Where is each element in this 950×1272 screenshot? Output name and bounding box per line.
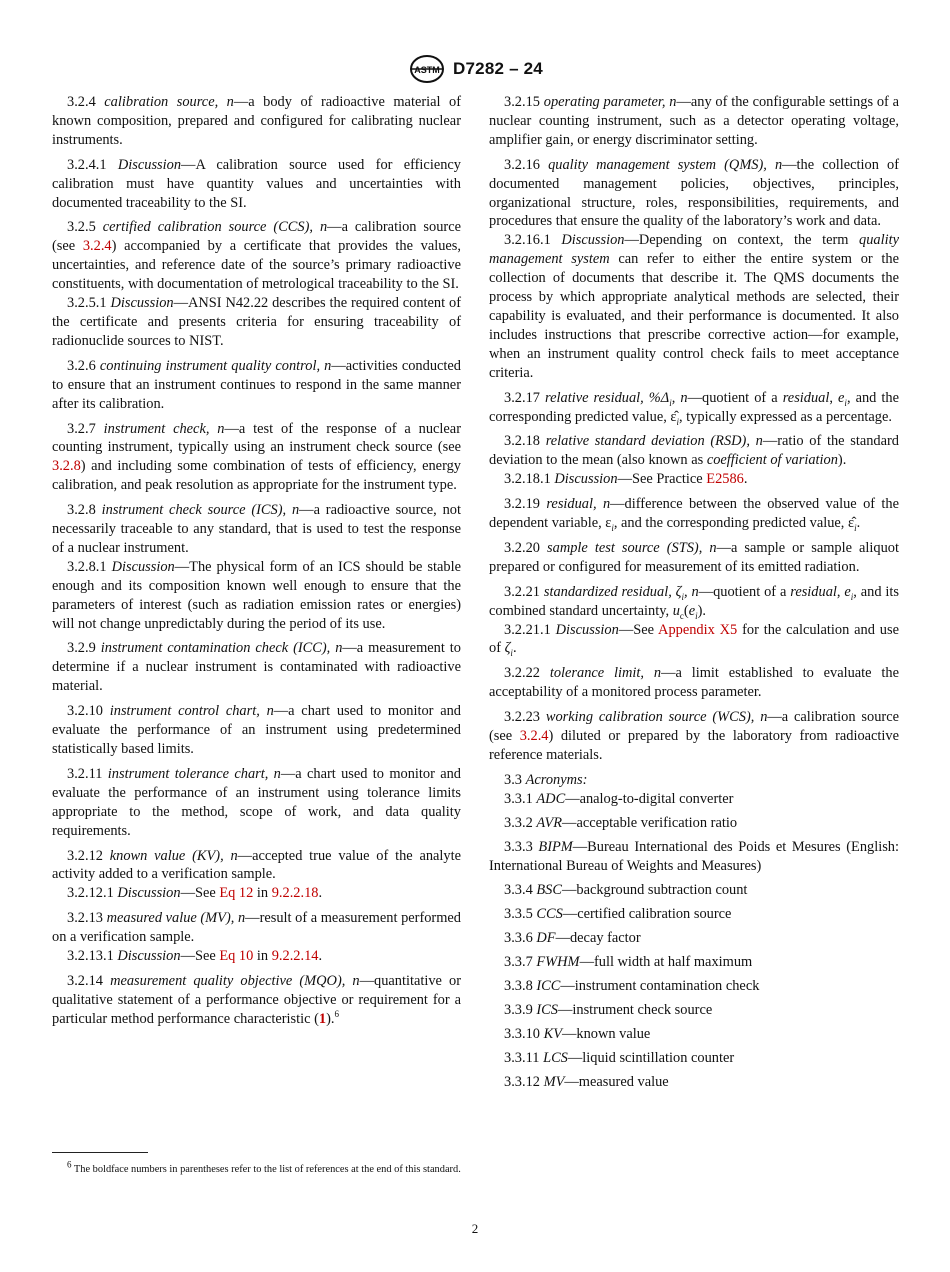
discussion-3-2-8-1: 3.2.8.1 Discussion—The physical form of an ICS should be stable enough and its composition known well enough to ensure that the parameters of interest (such as radiation emission rates or energies) will not change unpredictably during the period of its use. [52,558,461,632]
definition-3-2-21: 3.2.21 standardized residual, $\zeta_i$, n—quotient of a residual, $e_i$, and its combined standard uncertainty, $u_c(e_i)$. [489,583,900,621]
link-3-2-4-wcs[interactable]: 3.2.4 [519,728,549,745]
footnote: $^6$ The boldface numbers in parentheses refer to the list of references at the end of this standard. [67,1159,461,1175]
definition-3-2-20: 3.2.20 sample test source (STS), n—a sample or sample aliquot prepared or configured for measurement of its emitted radiation. [489,539,899,575]
page-number: 2 [471,1221,479,1236]
definition-3-2-8: 3.2.8 instrument check source (ICS), n—a radioactive source, not necessarily traceable to any standard, that is used to test the response of a nuclear instrument. [52,502,461,556]
acronym-item: 3.3.5 CCS—certified calibration source [504,906,732,923]
footnote-divider [52,1152,148,1153]
definition-3-2-23: 3.2.23 working calibration source (WCS), n—a calibration source (see 3.2.4) diluted or prepared by the laboratory from radioactive reference materials. [489,709,899,763]
link-3-2-8[interactable]: 3.2.8 [52,458,81,475]
link-3-2-4[interactable]: 3.2.4 [82,238,112,255]
definition-3-2-7: 3.2.7 instrument check, n—a test of the response of a nuclear counting instrument, typically using an instrument check source (see 3.2.8) and including some combination of tests of efficiency, energy calibration, and peak resolution as appropriate for the instrument type. [52,420,461,494]
definition-3-2-14: 3.2.14 measurement quality objective (MQO), n—quantitative or qualitative statement of a performance objective or requirement for a particular method performance characteristic (1).$^6$ [52,972,461,1027]
definition-3-2-9: 3.2.9 instrument contamination check (ICC), n—a measurement to determine if a nuclear instrument is contaminated with radioactive material. [52,640,461,695]
definition-3-2-16: 3.2.16 quality management system (QMS), n—the collection of documented management policies, objectives, principles, organizational structure, roles, responsibilities, requirements, and procedures that ensure the quality of the laboratory’s work and data. [489,156,899,230]
definition-3-2-10: 3.2.10 instrument control chart, n—a chart used to monitor and evaluate the performance of an instrument using predetermined statistically based limits. [52,703,461,757]
link-reference-1[interactable]: 1 [318,1010,327,1027]
astm-logo-icon [407,54,447,84]
definition-3-2-6: 3.2.6 continuing instrument quality control, n—activities conducted to ensure that an instrument continues to respond in the same manner after its calibration. [52,357,461,412]
definition-3-2-11: 3.2.11 instrument tolerance chart, n—a chart used to monitor and evaluate the performance of an instrument using tolerance limits appropriate to the method, scope of work, and data quality requirements. [52,765,461,839]
discussion-3-2-18-1: 3.2.18.1 Discussion—See Practice E2586. [504,471,748,488]
definition-3-2-13: 3.2.13 measured value (MV), n—result of a measurement performed on a verification sample. [52,910,461,946]
discussion-3-2-13-1: 3.2.13.1 Discussion—See Eq 10 in 9.2.2.14. [67,948,323,965]
right-column [489,93,899,1097]
acronym-item: 3.3.7 FWHM—full width at half maximum [504,954,753,971]
link-e2586[interactable]: E2586 [706,471,744,488]
discussion-3-2-4-1: 3.2.4.1 Discussion—A calibration source used for efficiency calibration must have quantity values and uncertainties with documented traceability to the SI. [52,156,461,211]
definition-3-2-15: 3.2.15 operating parameter, n—any of the configurable settings of a nuclear counting instrument, such as a detector operating voltage, amplifier gain, or energy discriminator setting. [489,94,899,148]
link-9-2-2-14[interactable]: 9.2.2.14 [271,948,319,965]
footnote-marker: 6 [334,1008,339,1019]
acronym-item: 3.3.8 ICC—instrument contamination check [504,978,760,995]
discussion-3-2-5-1: 3.2.5.1 Discussion—ANSI N42.22 describes the required content of the certificate and presents criteria for ensuring traceability of radionuclide sources to NIST. [52,295,461,349]
link-9-2-2-18[interactable]: 9.2.2.18 [271,885,319,902]
acronym-item: 3.3.6 DF—decay factor [504,930,641,947]
link-eq-12[interactable]: Eq 12 [219,885,254,902]
acronym-list [489,790,899,1092]
acronym-item: 3.3.11 LCS—liquid scintillation counter [504,1049,735,1066]
link-appendix-x5[interactable]: Appendix X5 [658,621,738,638]
acronym-item: 3.3.4 BSC—background subtraction count [504,882,748,899]
standard-designation: D7282 – 24 [453,59,543,78]
definition-3-2-22: 3.2.22 tolerance limit, n—a limit established to evaluate the acceptability of a monitored process parameter. [489,665,899,701]
acronyms-heading: 3.3 Acronyms: [504,771,588,788]
acronym-item: 3.3.9 ICS—instrument check source [504,1001,713,1018]
discussion-3-2-21-1: 3.2.21.1 Discussion—See Appendix X5 for the calculation and use of $\zeta_i$. [489,621,899,659]
link-eq-10[interactable]: Eq 10 [219,948,254,965]
svg-text:ASTM: ASTM [414,65,440,75]
definition-3-2-5: 3.2.5 certified calibration source (CCS), n—a calibration source (see 3.2.4) accompanied by a certificate that provides the values, uncertainties, and reference date of the source’s primary radioactive constituents, with documentation of metrological traceability to the SI. [52,219,462,293]
definition-3-2-19: 3.2.19 residual, n—difference between the observed value of the dependent variable, $\varepsilon_i$, and the corresponding predicted value, $\varepsilon̂_i$. [489,496,899,533]
definition-3-2-12: 3.2.12 known value (KV), n—accepted true value of the analyte activity added to a verification sample. [52,847,462,883]
definition-3-2-4: 3.2.4 calibration source, n—a body of radioactive material of known composition, prepared and configured for calibrating nuclear instruments. [52,94,461,148]
left-column [52,93,461,1035]
definition-3-2-18: 3.2.18 relative standard deviation (RSD), n—ratio of the standard deviation to the mean (also known as coefficient of variation). [489,433,899,469]
page-header [0,54,950,84]
acronym-item: 3.3.2 AVR—acceptable verification ratio [504,814,738,831]
acronym-item: 3.3.12 MV—measured value [504,1073,669,1090]
definition-3-2-17: 3.2.17 relative residual, $\%\Delta_i$, n—quotient of a residual, $e_i$, and the corresponding predicted value, $\varepsilon̂_i$, typically expressed as a percentage. [489,389,900,427]
discussion-3-2-12-1: 3.2.12.1 Discussion—See Eq 12 in 9.2.2.18. [67,885,323,902]
acronym-item: 3.3.3 BIPM—Bureau International des Poids et Mesures (English: International Bureau of Weights and Measures) [489,838,899,874]
acronym-item: 3.3.1 ADC—analog-to-digital converter [504,790,734,807]
acronym-item: 3.3.10 KV—known value [504,1025,651,1042]
discussion-3-2-16-1: 3.2.16.1 Discussion—Depending on context, the term quality management system can refer to either the entire system or the collection of documents that describe it. The QMS documents the process by which appropriate analytical methods are selected, their capability is evaluated, and their performance is documented. It also includes instructions that prescribe corrective action—for example, when an instrument quality control check fails to meet acceptance criteria. [489,232,899,381]
